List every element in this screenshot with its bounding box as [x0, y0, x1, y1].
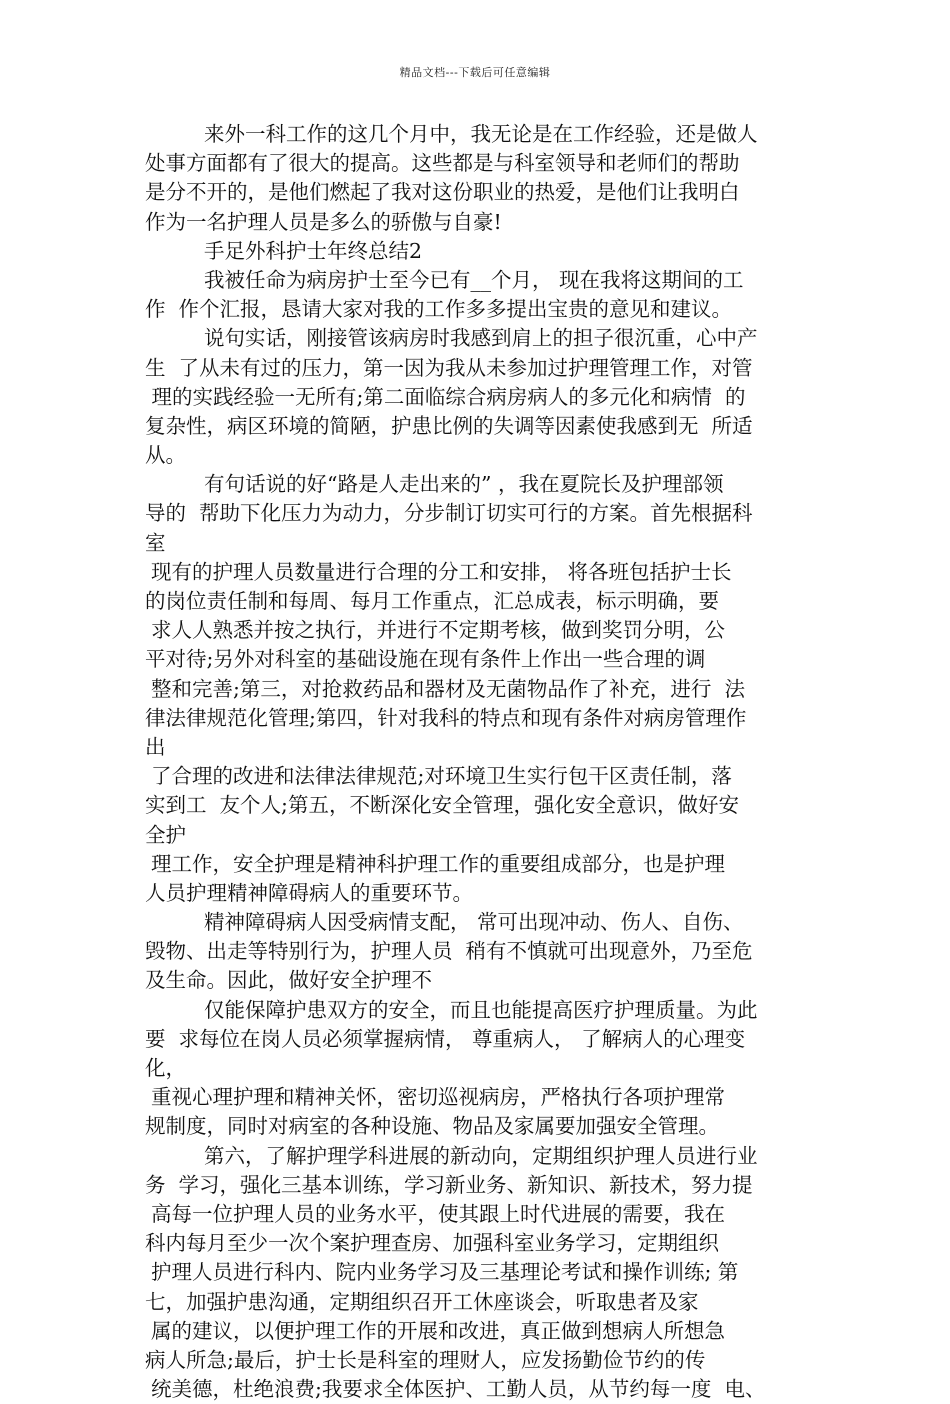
text-line: 实到工 友个人;第五，不断深化安全管理，强化安全意识，做好安: [145, 793, 739, 818]
text-line: 说句实话，刚接管该病房时我感到肩上的担子很沉重，心中产: [204, 326, 758, 351]
text-line: 统美德，杜绝浪费;我要求全体医护、工勤人员，从节约每一度 电、: [151, 1377, 766, 1402]
text-line: 求人人熟悉并按之执行，并进行不定期考核，做到奖罚分明，公: [151, 618, 725, 643]
text-line: 第六，了解护理学科进展的新动向，定期组织护理人员进行业: [204, 1143, 758, 1168]
text-line: 护理人员进行科内、院内业务学习及三基理论考试和操作训练; 第: [151, 1260, 739, 1285]
text-line: 仅能保障护患双方的安全，而且也能提高医疗护理质量。为此: [204, 997, 758, 1022]
text-line: 化，: [145, 1056, 186, 1080]
text-line: 来外一科工作的这几个月中，我无论是在工作经验，还是做人: [204, 122, 758, 146]
text-line: 的岗位责任制和每周、每月工作重点，汇总成表，标示明确，要: [145, 589, 719, 613]
text-line: 室: [145, 530, 166, 555]
text-line: 理的实践经验一无所有;第二面临综合病房病人的多元化和病情 的: [145, 384, 746, 409]
text-line: 导的 帮助下化压力为动力，分步制订切实可行的方案。首先根据科: [145, 501, 753, 526]
text-line: 平对待;另外对科室的基础设施在现有条件上作出一些合理的调: [145, 647, 706, 672]
text-line: 病人所急;最后，护士长是科室的理财人，应发扬勤俭节约的传: [145, 1347, 706, 1372]
document-body: [145, 120, 825, 1404]
text-line: 整和完善;第三，对抢救药品和器材及无菌物品作了补充，进行 法: [151, 676, 745, 701]
text-line: 作为一名护理人员是多么的骄傲与自豪!: [145, 209, 502, 234]
text-line: 规制度，同时对病室的各种设施、物品及家属要加强安全管理。: [145, 1114, 719, 1139]
text-line: 有句话说的好“路是人走出来的” ，我在夏院长及护理部领: [204, 472, 724, 497]
text-line: 七，加强护患沟通，定期组织召开工休座谈会，听取患者及家: [145, 1289, 699, 1314]
text-line: 人员护理精神障碍病人的重要环节。: [145, 880, 473, 905]
text-line: 现有的护理人员数量进行合理的分工和安排， 将各班包括护士长: [151, 559, 732, 584]
text-line: 精神障碍病人因受病情支配， 常可出现冲动、伤人、自伤、: [204, 910, 744, 935]
text-line: 我被任命为病房护士至今已有__个月， 现在我将这期间的工: [204, 267, 744, 292]
text-line: 是分不开的，是他们燃起了我对这份职业的热爱，是他们让我明白: [145, 180, 740, 205]
section-title: 手足外科护士年终总结2: [204, 238, 423, 263]
text-line: 律法律规范化管理;第四，针对我科的特点和现有条件对病房管理作: [145, 705, 747, 730]
text-line: 作 作个汇报，恳请大家对我的工作多多提出宝贵的意见和建议。: [145, 297, 733, 322]
text-line: 属的建议，以便护理工作的开展和改进，真正做到想病人所想急: [151, 1318, 725, 1343]
text-line: 务 学习，强化三基本训练，学习新业务、新知识、新技术，努力提: [145, 1172, 753, 1197]
text-line: 高每一位护理人员的业务水平，使其跟上时代进展的需要，我在: [151, 1201, 725, 1226]
text-line: 全护: [145, 822, 186, 847]
text-line: 出: [145, 734, 166, 759]
text-line: 理工作，安全护理是精神科护理工作的重要组成部分，也是护理: [151, 851, 725, 876]
page-header: 精品文档---下载后可任意编辑: [399, 66, 551, 79]
text-line: 毁物、出走等特别行为，护理人员 稍有不慎就可出现意外，乃至危: [145, 939, 753, 964]
text-line: 生 了从未有过的压力，第一因为我从未参加过护理管理工作，对管: [145, 355, 753, 380]
text-line: 从。: [145, 443, 186, 468]
text-line: 处事方面都有了很大的提高。这些都是与科室领导和老师们的帮助: [145, 151, 740, 176]
text-line: 复杂性，病区环境的简陋，护患比例的失调等因素使我感到无 所适: [145, 413, 753, 438]
text-line: 要 求每位在岗人员必须掌握病情， 尊重病人， 了解病人的心理变: [145, 1026, 746, 1051]
text-line: 及生命。因此，做好安全护理不: [145, 968, 432, 993]
text-line: 科内每月至少一次个案护理查房、加强科室业务学习，定期组织: [145, 1231, 719, 1256]
text-line: 重视心理护理和精神关怀，密切巡视病房，严格执行各项护理常: [151, 1085, 725, 1110]
text-line: 了合理的改进和法律法律规范;对环境卫生实行包干区责任制，落: [151, 764, 732, 789]
